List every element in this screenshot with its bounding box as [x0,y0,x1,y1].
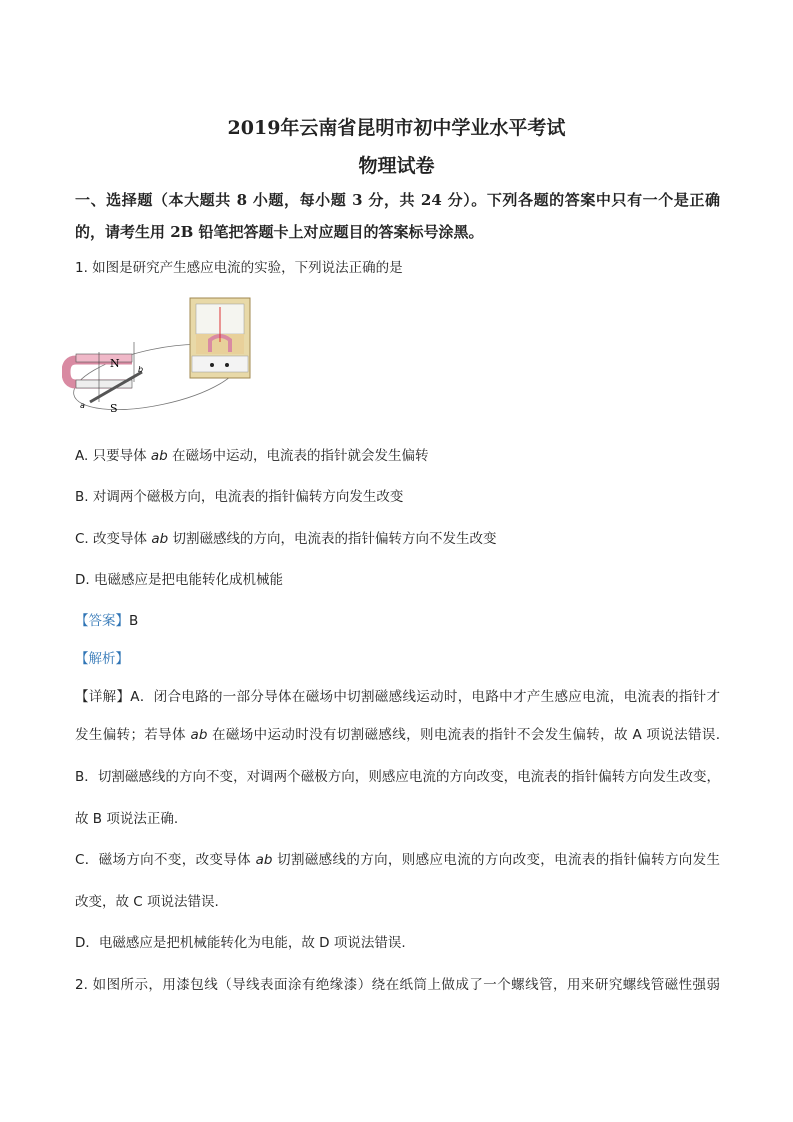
section-heading-line: 一、选择题（本大题共 8 小题，每小题 3 分，共 24 分）。下列各题的答案中只有一个是正确 [75,191,720,209]
section-heading-line: 的，请考生用 2B 铅笔把答题卡上对应题目的答案标号涂黑。 [75,223,484,241]
south-pole-label: S [110,402,118,415]
exam-title: 2019年云南省昆明市初中学业水平考试 [227,117,566,139]
galvanometer-icon [190,298,250,378]
detail-line: 故 B 项说法正确. [75,811,179,827]
question-2-stem: 2. 如图所示，用漆包线（导线表面涂有绝缘漆）绕在纸筒上做成了一个螺线管，用来研究螺线管磁性强弱 [75,977,720,993]
electromagnetic-induction-figure [62,292,262,420]
option-a: A. 只要导体 ab 在磁场中运动，电流表的指针就会发生偏转 [75,448,429,464]
label-b: b [138,365,144,374]
north-pole-label: N [110,357,120,370]
analysis-tag: 【解析】 [75,651,129,667]
detail-line: D．电磁感应是把机械能转化为电能，故 D 项说法错误. [75,935,406,951]
detail-line: 改变，故 C 项说法错误. [75,894,219,910]
detail-line: C．磁场方向不变，改变导体 ab 切割磁感线的方向，则感应电流的方向改变，电流表的指针偏转方向发生 [75,852,721,868]
answer-line: 【答案】B [75,613,139,629]
detail-line: B．切割磁感线的方向不变，对调两个磁极方向，则感应电流的方向改变，电流表的指针偏转方向发生改变， [75,769,720,785]
option-d: D. 电磁感应是把电能转化成机械能 [75,572,283,588]
option-c: C. 改变导体 ab 切割磁感线的方向，电流表的指针偏转方向不发生改变 [75,531,497,547]
exam-subtitle: 物理试卷 [358,155,435,177]
detail-line: 发生偏转；若导体 ab 在磁场中运动时没有切割磁感线，则电流表的指针不会发生偏转，故 A 项说法错误. [75,727,720,743]
question-1-stem: 1. 如图是研究产生感应电流的实验，下列说法正确的是 [75,260,403,276]
detail-line: 【详解】A．闭合电路的一部分导体在磁场中切割磁感线运动时，电路中才产生感应电流，电流表的指针才 [75,689,720,705]
label-a: a [80,401,85,410]
option-b: B. 对调两个磁极方向，电流表的指针偏转方向发生改变 [75,489,404,505]
